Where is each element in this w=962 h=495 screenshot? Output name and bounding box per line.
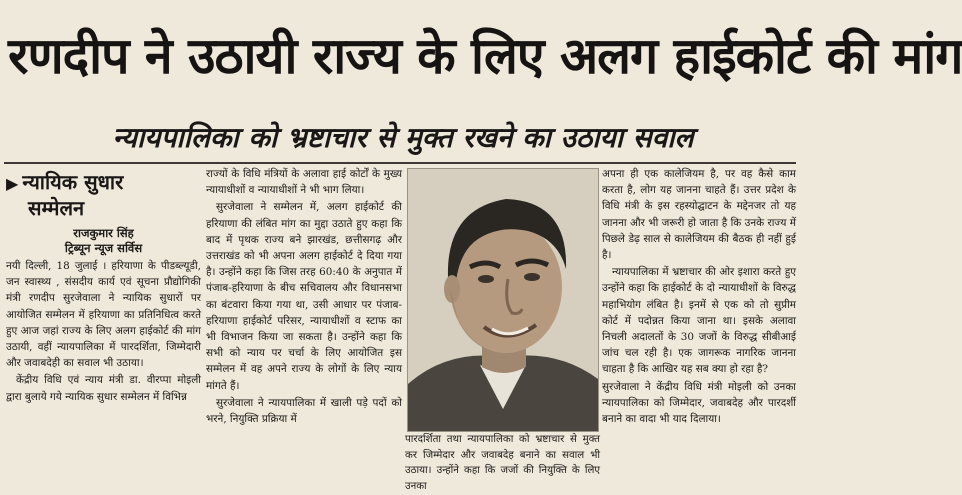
section-title [6, 170, 201, 220]
subheadline: न्यायपालिका को भ्रष्टाचार से मुक्त रखने का उठाया सवाल [112, 121, 694, 154]
column-4 [602, 166, 796, 491]
photo-caption: पारदर्शिता तथा न्यायपालिका को भ्रष्टाचार से मुक्त कर जिम्मेदार और जवाबदेह बनाने का सवाल भी उठाया। उन्होंने कहा कि जजों की नियुक्ति के लिए उनका [405, 434, 600, 492]
column-4-paragraph-1: अपना ही एक कालेजियम है, पर वह कैसे काम करता है, लोग यह जानना चाहते हैं। उत्तर प्रदेश के विधि मंत्री के इस रहस्योद्घाटन के मद्देनजर तो यह जानना और भी जरूरी हो जाता है कि उनके राज्य में पिछले डेढ़ साल से कालेजियम की बैठक ही नहीं हुई है। [602, 168, 796, 262]
column-2-paragraph-1: राज्यों के विधि मंत्रियों के अलावा हाई कोर्टों के मुख्य न्यायाधीशों व न्यायाधीशों ने भी भाग लिया। [206, 168, 402, 197]
headline: रणदीप ने उठायी राज्य के लिए अलग हाईकोर्ट की मांग [8, 27, 962, 85]
column-4-paragraph-2: न्यायपालिका में भ्रष्टाचार की ओर इशारा करते हुए उन्होंने कहा कि हाईकोर्ट के दो न्यायाधीशों के विरुद्ध महाभियोग लंबित है। इनमें से एक को तो सुप्रीम कोर्ट में पदोन्नत किया जाना था। इसके अलावा निचली अदालतों के 30 जजों के विरुद्ध सीबीआई जांच चल रही है। एक जागरूक नागरिक जानना चाहता है कि आखिर यह सब क्या हो रहा है? [602, 266, 796, 376]
byline-agency: ट्रिब्यून न्यूज सर्विस [64, 241, 143, 255]
arrow-icon: ▶ [6, 174, 19, 193]
divider-rule [4, 162, 796, 164]
column-2-paragraph-2: सुरजेवाला ने सम्मेलन में, अलग हाईकोर्ट की हरियाणा की लंबित मांग का मुद्दा उठाते हुए कहा कि बाद में पृथक राज्य बने झारखंड, छत्तीसगढ़ और उत्तराखंड को भी अपना अलग हाईकोर्ट दे दिया गया है। उन्होंने कहा कि जिस तरह 60:40 के अनुपात में पंजाब-हरियाणा के बीच सचिवालय और विधानसभा का बंटवारा किया गया था, उसी आधार पर पंजाब-हरियाणा हाईकोर्ट परिसर, न्यायाधीशों व स्टाफ का भी विभाजन किया जा सकता है। उन्होंने कहा कि सभी को न्याय पर चर्चा के लिए आयोजित इस सम्मेलन में वह अपने राज्य के लोगों के लिए न्याय मांगते हैं। [206, 201, 402, 392]
column-2 [206, 166, 402, 491]
column-1-paragraph-2: केंद्रीय विधि एवं न्याय मंत्री डा. वीरप्पा मोइली द्वारा बुलाये गये न्यायिक सुधार सम्मेलन में विभिन्न [6, 374, 201, 403]
section-title-line1: न्यायिक सुधार [22, 170, 124, 194]
section-title-line2: सम्मेलन [28, 196, 85, 220]
portrait-illustration [408, 169, 598, 431]
byline-author: राजकुमार सिंह [73, 226, 134, 240]
column-1 [6, 168, 201, 493]
column-1-paragraph-1: नयी दिल्ली, 18 जुलाई । हरियाणा के पीडब्ल्यूडी, जन स्वास्थ्य , संसदीय कार्य एवं सूचना प्रौद्योगिकी मंत्री रणदीप सुरजेवाला ने न्यायिक सुधारों पर आयोजित सम्मेलन में हरियाणा का प्रतिनिधित्व करते हुए आज जहां राज्य के लिए अलग हाईकोर्ट की मांग उठायी, वहीं न्यायपालिका में पारदर्शिता, जिम्मेदारी और जवाबदेही का सवाल भी उठाया। [6, 260, 201, 370]
column-4-paragraph-3: सुरजेवाला ने केंद्रीय विधि मंत्री मोइली को उनका न्यायपालिका को जिम्मेदार, जवाबदेह और पारदर्शी बनाने का वादा भी याद दिलाया। [602, 380, 796, 426]
byline [6, 226, 201, 256]
portrait-photo [407, 168, 599, 432]
column-2-paragraph-3: सुरजेवाला ने न्यायपालिका में खाली पड़े पदों को भरने, नियुक्ति प्रक्रिया में [206, 396, 402, 426]
